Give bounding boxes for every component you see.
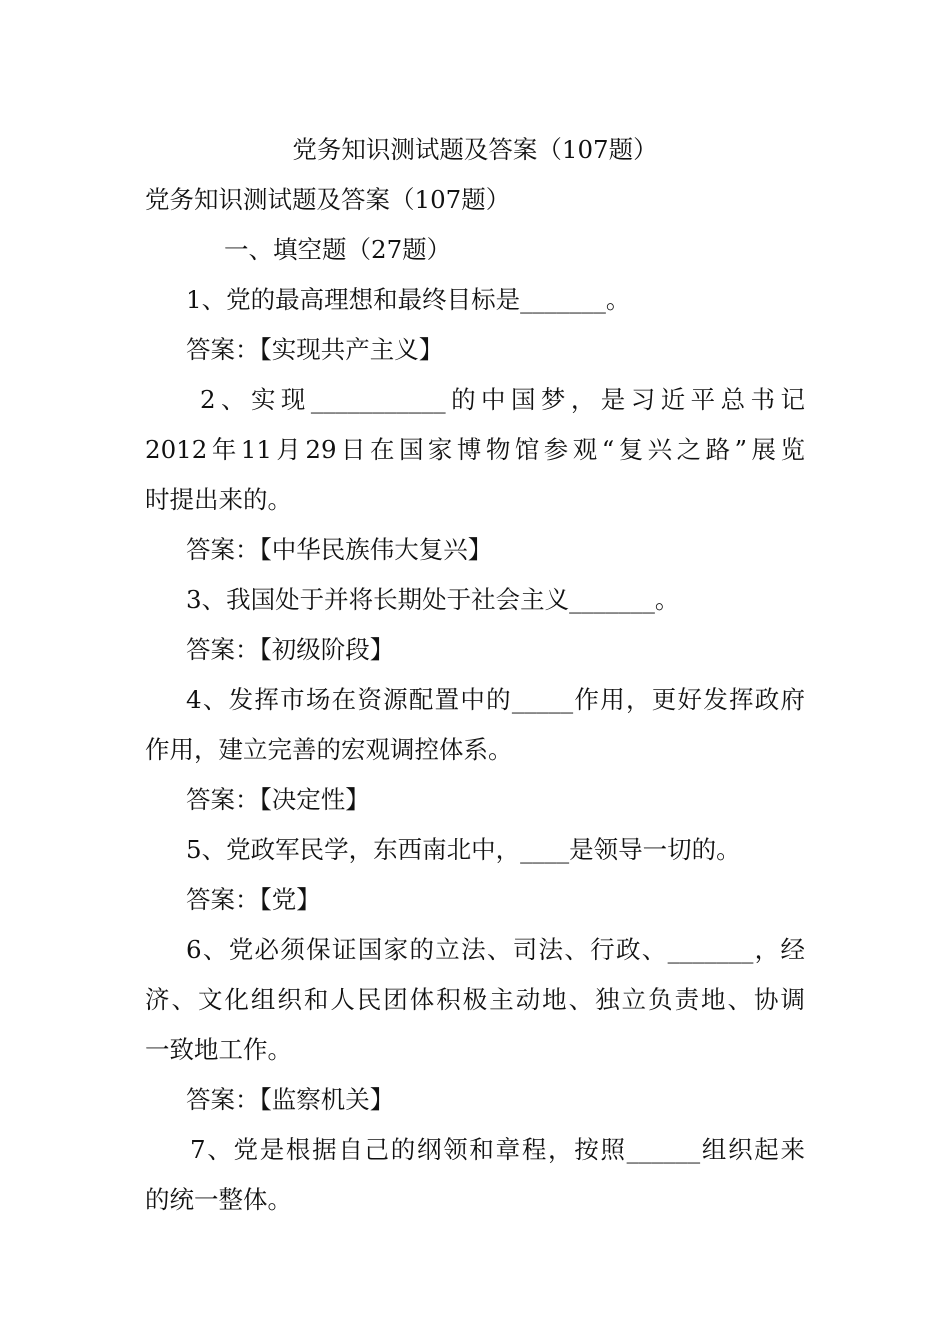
question-5: 5、党政军民学，东西南北中，____是领导一切的。 [186, 835, 741, 864]
question-2-line-3: 时提出来的。 [145, 485, 292, 514]
question-7-line-1: 7、党是根据自己的纲领和章程，按照______组织起来 [190, 1135, 805, 1164]
question-6-line-2: 济、文化组织和人民团体积极主动地、独立负责地、协调 [145, 985, 805, 1014]
answer-3: 答案：【初级阶段】 [186, 635, 395, 664]
answer-6: 答案：【监察机关】 [186, 1085, 395, 1114]
question-4-line-1: 4、发挥市场在资源配置中的_____作用，更好发挥政府 [186, 685, 805, 714]
question-2-line-2: 2012年11月29日在国家博物馆参观“复兴之路”展览 [145, 435, 805, 464]
answer-4: 答案：【决定性】 [186, 785, 370, 814]
question-3: 3、我国处于并将长期处于社会主义_______。 [186, 585, 680, 614]
question-6-line-3: 一致地工作。 [145, 1035, 292, 1064]
answer-5: 答案：【党】 [186, 885, 321, 914]
answer-2: 答案：【中华民族伟大复兴】 [186, 535, 493, 564]
answer-1: 答案：【实现共产主义】 [186, 335, 444, 364]
question-4-line-2: 作用，建立完善的宏观调控体系。 [145, 735, 513, 764]
question-2-line-1: 2、实现___________的中国梦，是习近平总书记 [200, 385, 805, 414]
subtitle: 党务知识测试题及答案（107题） [145, 185, 511, 214]
question-6-line-1: 6、党必须保证国家的立法、司法、行政、_______，经 [186, 935, 805, 964]
question-1: 1、党的最高理想和最终目标是_______。 [186, 285, 631, 314]
question-7-line-2: 的统一整体。 [145, 1185, 292, 1214]
section-heading: 一、填空题（27题） [224, 235, 452, 264]
page-title: 党务知识测试题及答案（107题） [292, 135, 658, 164]
